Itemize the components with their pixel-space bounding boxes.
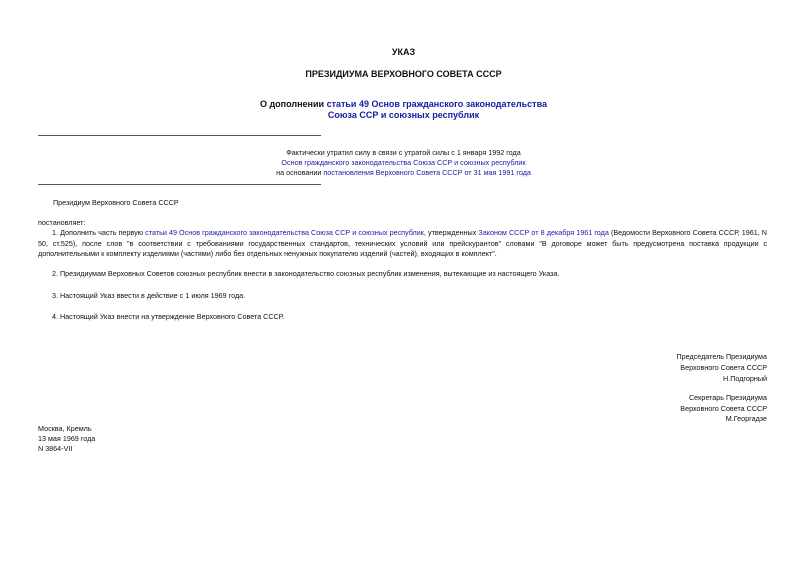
subject-line1 (0, 99, 807, 111)
document-number: N 3864-VII (38, 444, 73, 453)
chair-title-2: Верховного Совета СССР (680, 363, 767, 372)
resolves-text: постановляет: (38, 218, 86, 227)
chair-title-1: Председатель Президиума (676, 352, 767, 361)
p1-link-article49[interactable]: статьи 49 Основ гражданского законодательства Союза ССР и союзных республик (145, 228, 424, 237)
secretary-title-1: Секретарь Президиума (688, 393, 767, 402)
secretary-name: М.Георгадзе (725, 414, 767, 423)
note-link-osnovy[interactable]: Основ гражданского законодательства Союза ССР и союзных республик (281, 158, 526, 167)
subject-link-union[interactable]: Союза ССР и союзных республик (327, 110, 480, 120)
subject-prefix: О дополнении (259, 99, 327, 109)
p1-text-c: (Ведомости Верховного Совета СССР, 1961, N 50, ст.525), после слов "в соответствии с требованиями государственных стандартов, технических условий или прейскурантов" словами "В договоре может быть предусмотрена поставка продукции с дополнительными к комплекту изделиями (частями) либо без отдельных ненужных покупателю изделий (частей), входящих в комплект". (38, 228, 768, 258)
p1-text-a: 1. Дополнить часть первую (52, 228, 146, 237)
intro-text: Президиум Верховного Совета СССР (53, 198, 179, 207)
date: 13 мая 1969 года (38, 434, 96, 443)
secretary-title-2: Верховного Совета СССР (680, 404, 767, 413)
note-line3-prefix: на основании (276, 168, 324, 177)
top-divider (38, 135, 321, 136)
place: Москва, Кремль (38, 424, 92, 433)
note-line3 (0, 168, 807, 178)
note-link-postanovlenie[interactable]: постановления Верховного Совета СССР от 31 мая 1991 года (323, 168, 531, 177)
paragraph-2: 2. Президиумам Верховных Советов союзных республик внести в законодательство союзных республик изменения, вытекающие из настоящего Указа. (52, 269, 560, 278)
issuer-title: ПРЕЗИДИУМА ВЕРХОВНОГО СОВЕТА СССР (305, 69, 502, 79)
paragraph-3: 3. Настоящий Указ ввести в действие с 1 июля 1969 года. (52, 291, 246, 300)
subject-link-article49[interactable]: статьи 49 Основ гражданского законодательства (326, 99, 548, 109)
chair-name: Н.Подгорный (723, 374, 767, 383)
note-line1: Фактически утратил силу в связи с утратой силы с 1 января 1992 года (286, 148, 521, 157)
paragraph-4: 4. Настоящий Указ внести на утверждение Верховного Совета СССР. (52, 312, 285, 321)
document-type-title: УКАЗ (391, 47, 416, 57)
p1-text-b: , утвержденных (423, 228, 479, 237)
p1-link-law-1961[interactable]: Законом СССР от 8 декабря 1961 года (478, 228, 609, 237)
bottom-divider (38, 184, 321, 185)
paragraph-1 (38, 228, 767, 260)
